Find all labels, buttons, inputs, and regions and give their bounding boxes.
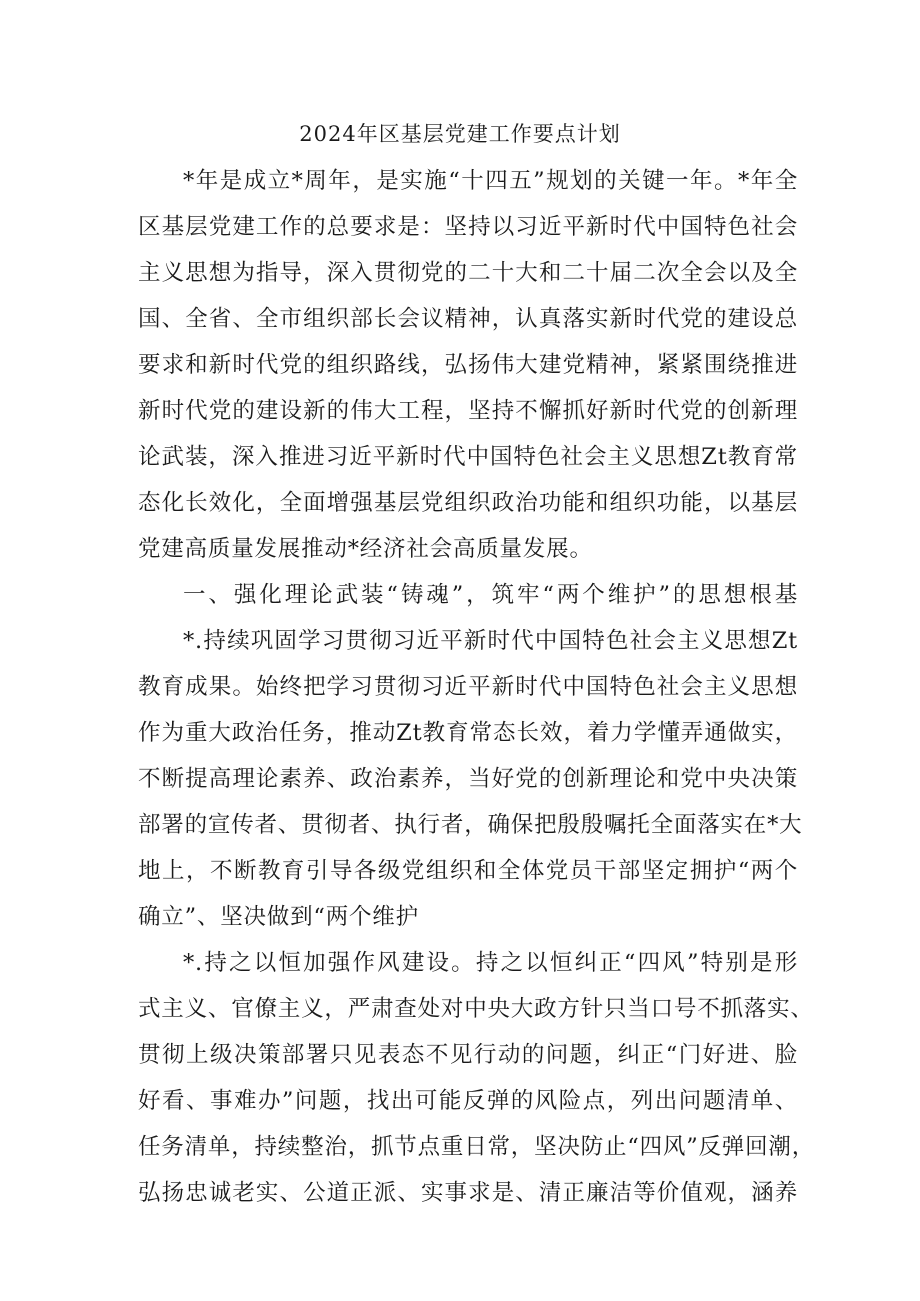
- paragraph-line: 论武装，深入推进习近平新时代中国特色社会主义思想Zt教育常: [138, 444, 798, 470]
- paragraph-line: 任务清单，持续整治，抓节点重日常，坚决防止“四风”反弹回潮，: [138, 1134, 816, 1160]
- paragraph-line: 确立”、坚决做到“两个维护: [138, 904, 419, 930]
- document-title: 2024年区基层党建工作要点计划: [299, 122, 621, 146]
- paragraph-line: 作为重大政治任务，推动Zt教育常态长效，着力学懂弄通做实，: [138, 720, 798, 746]
- paragraph-line: 教育成果。始终把学习贯彻习近平新时代中国特色社会主义思想: [138, 674, 798, 700]
- paragraph-line: 要求和新时代党的组织路线，弘扬伟大建党精神，紧紧围绕推进: [138, 352, 798, 378]
- paragraph-line: 态化长效化，全面增强基层党组织政治功能和组织功能，以基层: [138, 490, 798, 516]
- paragraph-line: *.持之以恒加强作风建设。持之以恒纠正“四风”特别是形: [183, 950, 798, 976]
- paragraph-line: 新时代党的建设新的伟大工程，坚持不懈抓好新时代党的创新理: [138, 398, 798, 424]
- paragraph-line: 部署的宣传者、贯彻者、执行者，确保把殷殷嘱托全面落实在*大: [138, 812, 803, 838]
- paragraph-line: 好看、事难办”问题，找出可能反弹的风险点，列出问题清单、: [138, 1088, 798, 1114]
- paragraph-line: 主义思想为指导，深入贯彻党的二十大和二十届二次全会以及全: [138, 260, 798, 286]
- paragraph-line: 式主义、官僚主义，严肃查处对中央大政方针只当口号不抓落实、: [138, 996, 814, 1022]
- paragraph-line: 不断提高理论素养、政治素养，当好党的创新理论和党中央决策: [138, 766, 798, 792]
- paragraph-line: 地上，不断教育引导各级党组织和全体党员干部坚定拥护“两个: [138, 858, 798, 884]
- paragraph-line: 党建高质量发展推动*经济社会高质量发展。: [138, 536, 593, 562]
- section-heading: 一、强化理论武装“铸魂”，筑牢“两个维护”的思想根基: [183, 582, 798, 608]
- paragraph-line: 弘扬忠诚老实、公道正派、实事求是、清正廉洁等价值观，涵养: [138, 1180, 798, 1206]
- paragraph-line: 贯彻上级决策部署只见表态不见行动的问题，纠正“门好进、脸: [138, 1042, 798, 1068]
- paragraph-line: 国、全省、全市组织部长会议精神，认真落实新时代党的建设总: [138, 306, 798, 332]
- paragraph-line: 区基层党建工作的总要求是：坚持以习近平新时代中国特色社会: [138, 214, 798, 240]
- paragraph-line: *年是成立*周年，是实施“十四五”规划的关键一年。*年全: [183, 168, 798, 194]
- paragraph-line: *.持续巩固学习贯彻习近平新时代中国特色社会主义思想Zt: [183, 628, 798, 654]
